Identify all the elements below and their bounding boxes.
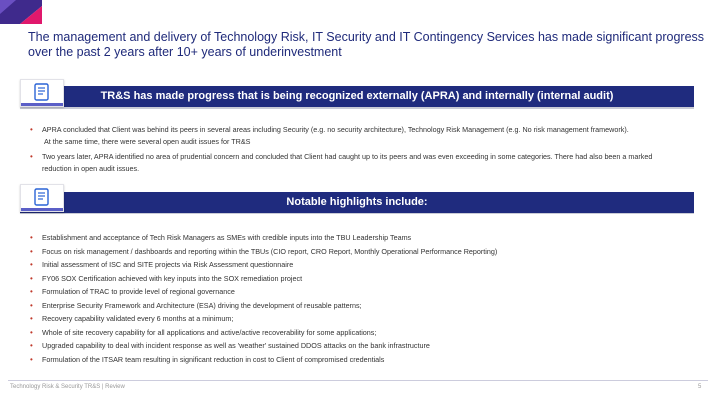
list-item: • Establishment and acceptance of Tech Risk Managers as SMEs with credible inputs into the TBU Leadership Teams (30, 233, 412, 242)
page-number: 5 (698, 384, 702, 390)
list-item: • Upgraded capability to deal with incident response as well as 'weather' sustained DDOS attacks on the bank infrastructure (30, 341, 430, 350)
company-logo (0, 0, 42, 24)
list-item: • Recovery capability validated every 6 months at a minimum; (30, 314, 234, 323)
list-item-continuation: At the same time, there were several open audit issues for TR&S (44, 137, 251, 146)
list-item: • Enterprise Security Framework and Architecture (ESA) driving the development of reusable patterns; (30, 300, 362, 310)
list-item-continuation: reduction in open audit issues. (42, 164, 140, 173)
list-item: • Formulation of the ITSAR team resulting in significant reduction in cost to Client of compromised credentials (30, 354, 385, 364)
list-item: • Initial assessment of ISC and SITE projects via Risk Assessment questionnaire (30, 260, 294, 269)
list-item: • Two years later, APRA identified no area of prudential concern and concluded that Client had caught up to its peers and was even exceeding in some categories. There had also been a marked (30, 152, 653, 161)
section1-banner: TR&S has made progress that is being recognized externally (APRA) and internally (internal audit) (20, 86, 694, 107)
footer-divider (8, 380, 708, 381)
page-title: The management and delivery of Technology Risk, IT Security and IT Contingency Services has made significant progress over the past 2 years after 10+ years of underinvestment (28, 30, 705, 59)
document-icon (20, 79, 64, 107)
list-item: • Formulation of TRAC to provide level of regional governance (30, 287, 235, 296)
document-icon (20, 184, 64, 212)
list-item: • Focus on risk management / dashboards and reporting within the TBUs (CIO report, CRO Report, Monthly Operational Performance Reporting) (30, 246, 498, 256)
section2-banner: Notable highlights include: (20, 192, 694, 213)
footer-text: Technology Risk & Security TR&S | Review (10, 384, 125, 390)
list-item: • APRA concluded that Client was behind its peers in several areas including Security (e.g. no security architecture), Technology Risk Management (e.g. No risk management framework). (30, 125, 629, 134)
list-item: • Whole of site recovery capability for all applications and active/active recoverability for some applications; (30, 327, 377, 337)
list-item: • FY06 SOX Certification achieved with key inputs into the SOX remediation project (30, 273, 303, 283)
